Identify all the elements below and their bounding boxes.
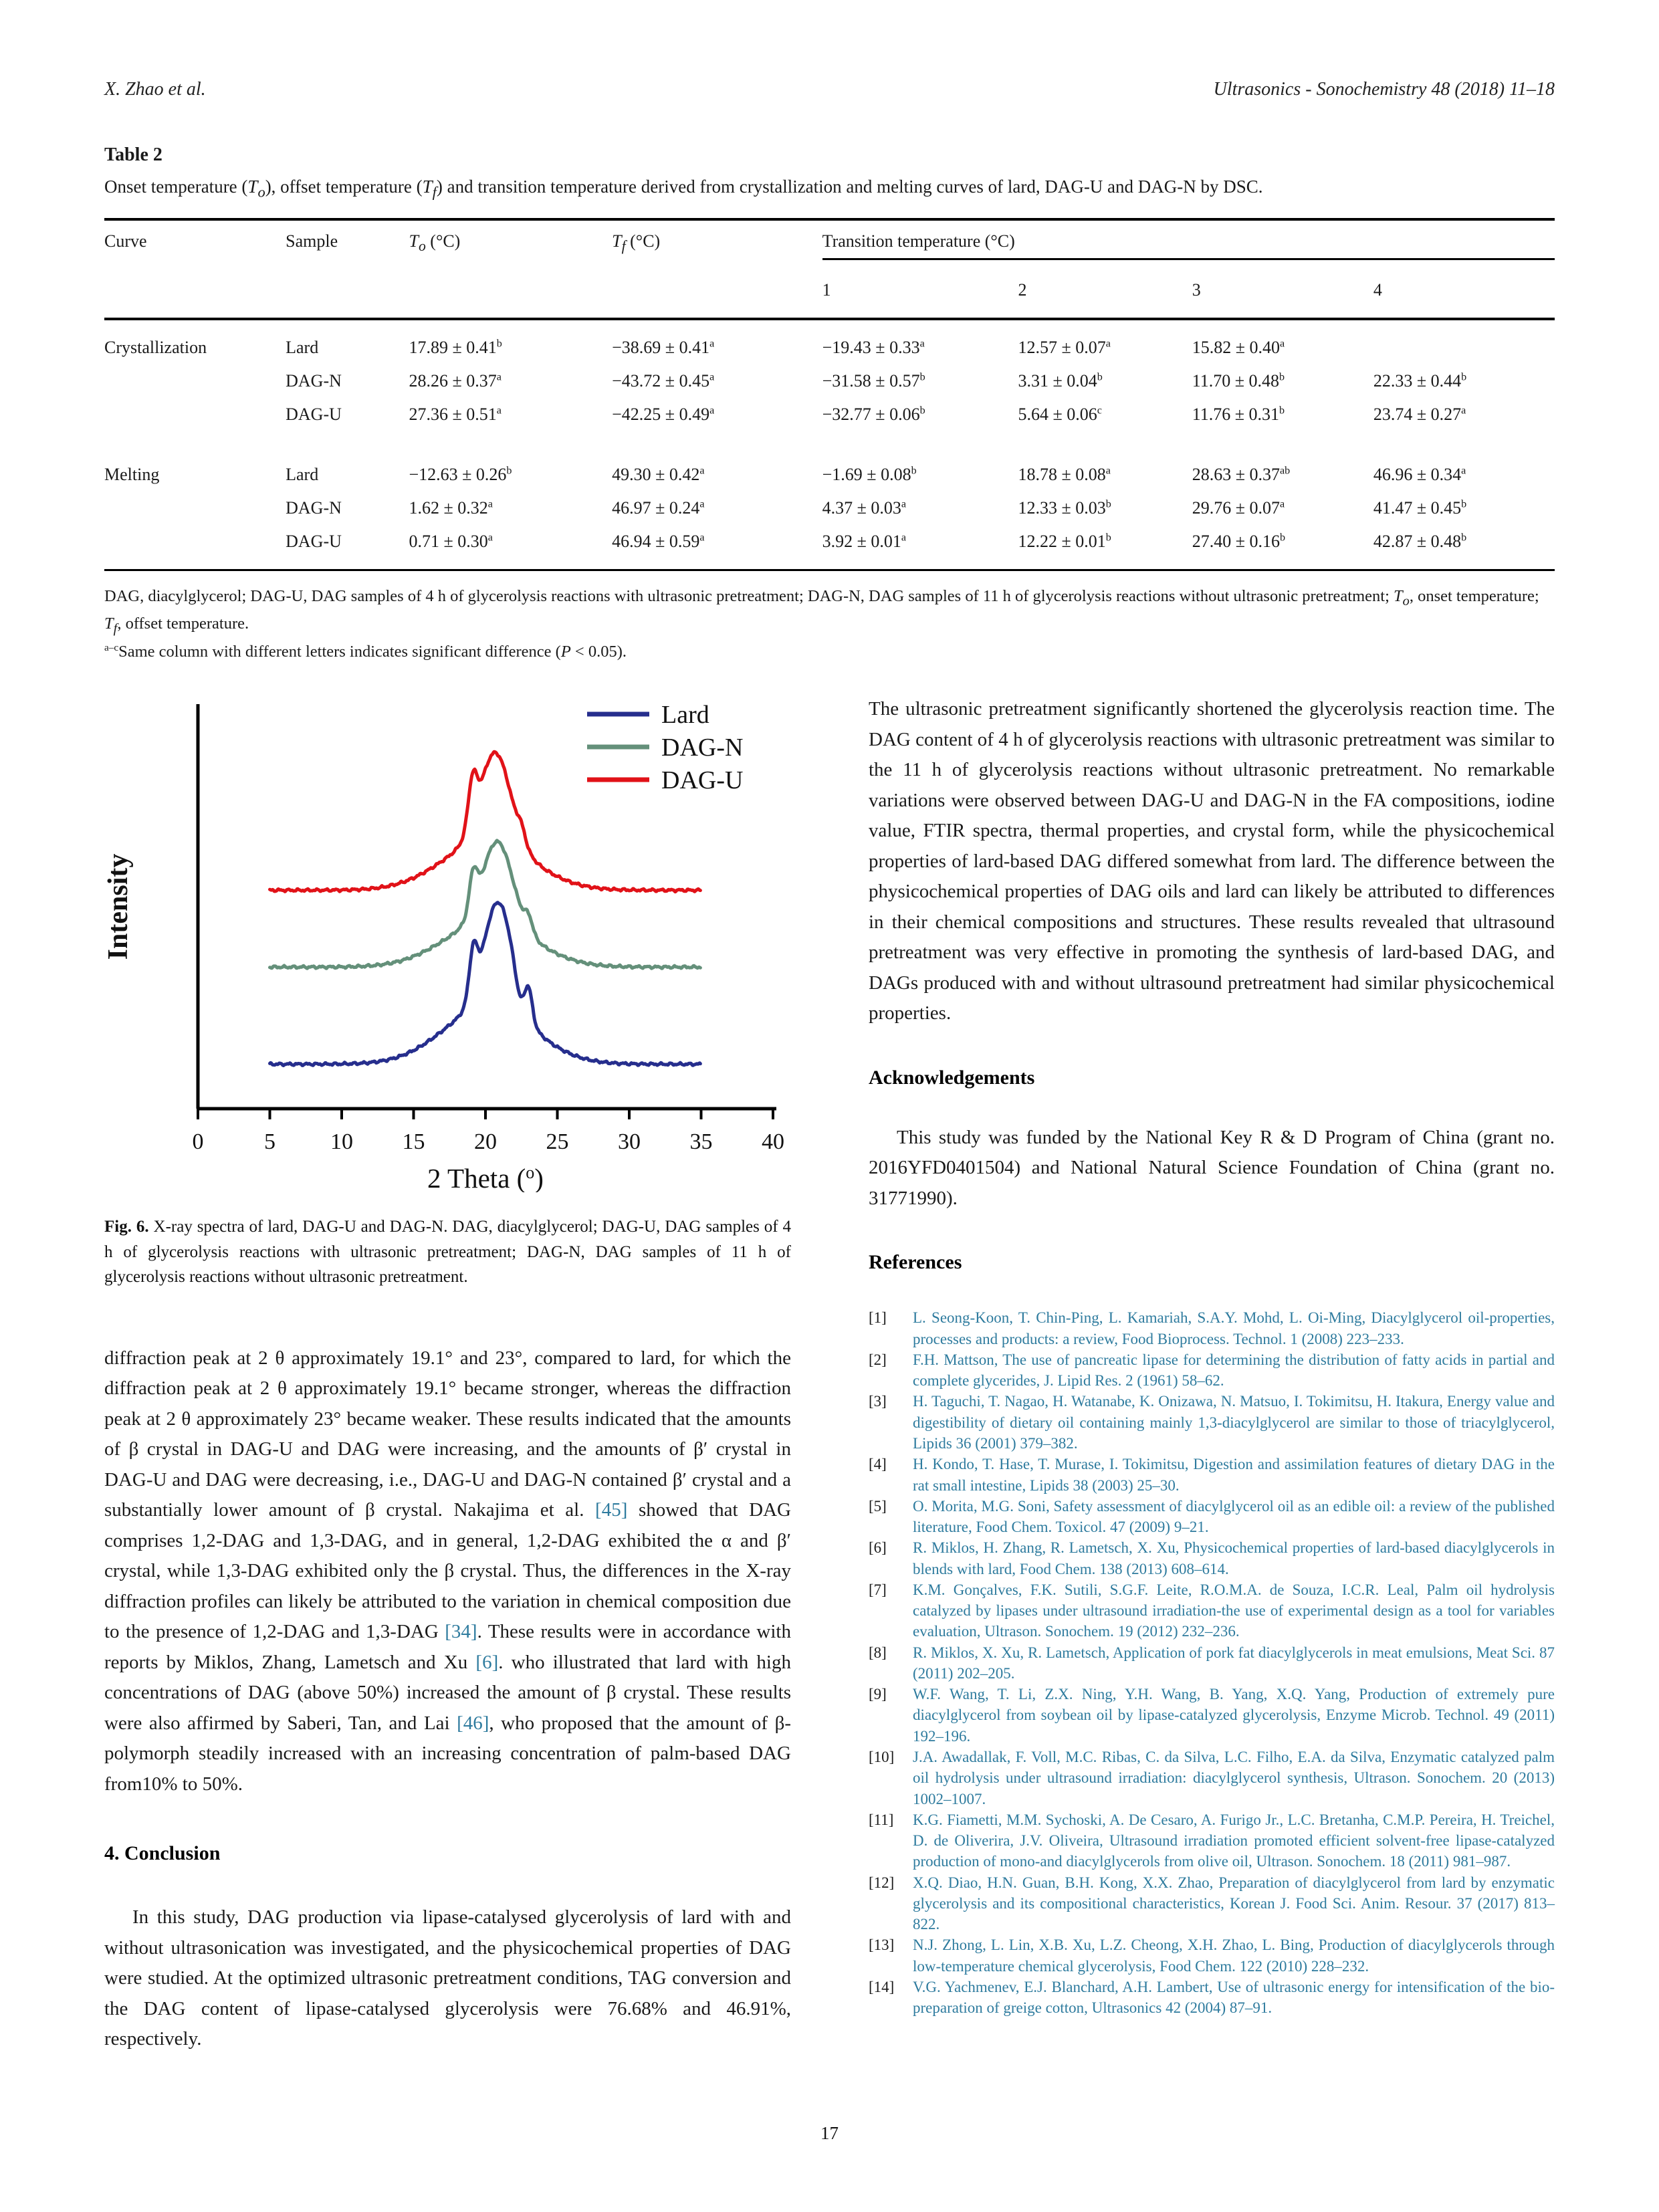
value-cell: 27.36 ± 0.51$^a$ bbox=[409, 405, 502, 425]
x-axis-label: 2 Theta ($^o$) bbox=[427, 1163, 544, 1193]
sample-cell: DAG-U bbox=[286, 532, 342, 552]
group-spacer bbox=[104, 431, 1555, 458]
value-cell: −43.72 ± 0.45$^a$ bbox=[612, 371, 715, 391]
value-cell: 0.71 ± 0.30$^a$ bbox=[409, 532, 493, 552]
legend-label-dag-n: DAG-N bbox=[661, 734, 744, 762]
value-cell: 41.47 ± 0.45$^b$ bbox=[1373, 498, 1467, 518]
table-row bbox=[104, 364, 1555, 398]
value-cell: 3.31 ± 0.04$^b$ bbox=[1018, 371, 1103, 391]
reference-item[interactable] bbox=[869, 1349, 1555, 1392]
acknowledgements-paragraph: This study was funded by the National Key R & D Program of China (grant no. 2016YFD0401504) and National Natural Science Foundation of China (grant no. 31771990). bbox=[869, 1126, 1555, 1209]
sample-cell: DAG-U bbox=[286, 405, 342, 425]
value-cell: 46.94 ± 0.59$^a$ bbox=[612, 532, 705, 552]
two-column-body bbox=[104, 694, 1555, 2055]
reference-text: N.J. Zhong, L. Lin, X.B. Xu, L.Z. Cheong, X.H. Zhao, L. Bing, Production of diacylglycerols through low-temperature chemical glycerolysis, Food Chem. 122 (2010) 228–232. bbox=[913, 1937, 1555, 1975]
reference-item[interactable] bbox=[869, 1684, 1555, 1747]
value-cell: 28.63 ± 0.37$^{ab}$ bbox=[1192, 465, 1291, 485]
conclusion-paragraph: In this study, DAG production via lipase-catalysed glycerolysis of lard with and without ultrasonication was investigated, and the physicochemical properties of DAG were studied. At the optimized ultrasonic pretreatment conditions, TAG conversion and the DAG content of lipase-catalysed glycerolysis were 76.68% and 46.91%, respectively. bbox=[104, 1906, 791, 2050]
reference-list bbox=[869, 1307, 1555, 2018]
reference-item[interactable] bbox=[869, 1977, 1555, 2019]
table-row bbox=[104, 458, 1555, 491]
x-tick-label: 25 bbox=[546, 1129, 569, 1155]
references-heading: References bbox=[869, 1251, 962, 1274]
section-heading-conclusion: 4. Conclusion bbox=[104, 1842, 221, 1865]
legend-label-dag-u: DAG-U bbox=[661, 766, 744, 795]
value-cell: −32.77 ± 0.06$^b$ bbox=[822, 405, 925, 425]
value-cell: −38.69 ± 0.41$^a$ bbox=[612, 338, 715, 358]
value-cell: 5.64 ± 0.06$^c$ bbox=[1018, 405, 1102, 425]
figure-caption: Fig. 6. X-ray spectra of lard, DAG-U and DAG-N. DAG, diacylglycerol; DAG-U, DAG samples of 4 h of glycerolysis reactions with ultrasonic pretreatment; DAG-N, DAG samples of 11 h of glycerolysis reactions without ultrasonic pretreatment. bbox=[104, 1218, 792, 1287]
x-tick-label: 10 bbox=[330, 1129, 353, 1155]
value-cell: 18.78 ± 0.08$^a$ bbox=[1018, 465, 1111, 485]
citation-6[interactable]: [6] bbox=[475, 1651, 499, 1673]
reference-number: [14] bbox=[869, 1978, 895, 1995]
reference-text: R. Miklos, H. Zhang, R. Lametsch, X. Xu, Physicochemical properties of lard-based diacylglycerols in blends with lard, Food Chem. 138 (2013) 608–614. bbox=[913, 1539, 1555, 1577]
reference-text: K.G. Fiametti, M.M. Sychoski, A. De Cesaro, A. Furigo Jr., L.C. Bretanha, C.M.P. Pereira, H. Treichel, D. de Oliverira, J.V. Oliveira, Ultrasound irradiation promoted efficient solvent-free lipase-catalyzed production of mono-and diacylglycerols from olive oil, Ultrason. Sonochem. 18 (2011) 981–987. bbox=[913, 1811, 1555, 1870]
table-row bbox=[104, 319, 1555, 364]
reference-number: [7] bbox=[869, 1581, 887, 1598]
table-head bbox=[104, 219, 1555, 319]
reference-number: [9] bbox=[869, 1686, 887, 1703]
value-cell: 28.26 ± 0.37$^a$ bbox=[409, 371, 502, 391]
value-cell: 42.87 ± 0.48$^b$ bbox=[1373, 532, 1467, 552]
curve-cell: Melting bbox=[104, 465, 160, 485]
reference-number: [11] bbox=[869, 1811, 894, 1828]
citation-34[interactable]: [34] bbox=[445, 1621, 477, 1643]
table-row bbox=[104, 525, 1555, 570]
citation-45[interactable]: [45] bbox=[595, 1499, 628, 1521]
reference-text: X.Q. Diao, H.N. Guan, B.H. Kong, X.X. Zhao, Preparation of diacylglycerol from lard by enzymatic glycerolysis and its compositional characteristics, Korean J. Food Sci. Anim. Resour. 37 (2017) 813–822. bbox=[913, 1874, 1555, 1933]
value-cell: 15.82 ± 0.40$^a$ bbox=[1192, 338, 1285, 358]
reference-number: [6] bbox=[869, 1539, 887, 1557]
reference-item[interactable] bbox=[869, 1537, 1555, 1579]
sample-cell: Lard bbox=[286, 465, 319, 485]
column-header: $T_o$ (°C) bbox=[409, 219, 612, 319]
x-tick-label: 30 bbox=[618, 1129, 641, 1155]
reference-text: O. Morita, M.G. Soni, Safety assessment of diacylglycerol oil as an edible oil: a review of the published literature, Food Chem. Toxicol. 47 (2009) 9–21. bbox=[913, 1497, 1555, 1536]
reference-text: H. Kondo, T. Hase, T. Murase, I. Tokimitsu, Digestion and assimilation features of dietary DAG in the rat small intestine, Lipids 38 (2003) 25–30. bbox=[913, 1456, 1555, 1494]
citation-46[interactable]: [46] bbox=[457, 1712, 489, 1734]
column-header: Curve bbox=[104, 219, 286, 319]
reference-text: W.F. Wang, T. Li, Z.X. Ning, Y.H. Wang, B. Yang, X.Q. Yang, Production of extremely pure diacylglycerol from soybean oil by lipase-catalyzed glycerolysis, Enzyme Microb. Technol. 49 (2011) 192–196. bbox=[913, 1686, 1555, 1745]
left-column bbox=[104, 694, 791, 2055]
reference-number: [12] bbox=[869, 1874, 895, 1891]
reference-text: H. Taguchi, T. Nagao, H. Watanabe, K. Onizawa, N. Matsuo, I. Tokimitsu, H. Itakura, Energy value and digestibility of dietary oil containing mainly 1,3-diacylglycerol are similar to those of triacylglycerol, Lipids 36 (2001) 379–382. bbox=[913, 1393, 1555, 1452]
reference-item[interactable] bbox=[869, 1496, 1555, 1538]
curve-cell bbox=[104, 398, 286, 431]
page-number: 17 bbox=[820, 2123, 839, 2143]
reference-number: [10] bbox=[869, 1748, 895, 1765]
value-cell: 17.89 ± 0.41$^b$ bbox=[409, 338, 502, 358]
value-cell: −42.25 ± 0.49$^a$ bbox=[612, 405, 715, 425]
column-header: Sample bbox=[286, 219, 409, 319]
value-cell: 27.40 ± 0.16$^b$ bbox=[1192, 532, 1286, 552]
value-cell: 11.76 ± 0.31$^b$ bbox=[1192, 405, 1285, 425]
sample-cell: DAG-N bbox=[286, 371, 342, 391]
curve-dag-n bbox=[270, 841, 701, 968]
value-cell: −19.43 ± 0.33$^a$ bbox=[822, 338, 925, 358]
reference-number: [3] bbox=[869, 1393, 887, 1410]
value-cell: 12.33 ± 0.03$^b$ bbox=[1018, 498, 1111, 518]
value-cell: 23.74 ± 0.27$^a$ bbox=[1373, 405, 1466, 425]
span-header-transition-temperature: Transition temperature (°C) bbox=[822, 219, 1555, 259]
value-cell: 29.76 ± 0.07$^a$ bbox=[1192, 498, 1285, 518]
reference-item[interactable] bbox=[869, 1809, 1555, 1872]
sub-column-header: 4 bbox=[1373, 259, 1555, 320]
table-row bbox=[104, 398, 1555, 431]
reference-number: [2] bbox=[869, 1351, 887, 1368]
xrd-chart bbox=[104, 694, 791, 1192]
value-cell bbox=[1373, 319, 1555, 364]
reference-text: R. Miklos, X. Xu, R. Lametsch, Application of pork fat diacylglycerols in meat emulsions, Meat Sci. 87 (2011) 202–205. bbox=[913, 1644, 1555, 1682]
sample-cell: Lard bbox=[286, 338, 319, 358]
value-cell: 46.96 ± 0.34$^a$ bbox=[1373, 465, 1466, 485]
table-label: Table 2 bbox=[104, 144, 162, 165]
reference-item[interactable] bbox=[869, 1307, 1555, 1349]
reference-text: V.G. Yachmenev, E.J. Blanchard, A.H. Lambert, Use of ultrasonic energy for intensification of the bio-preparation of greige cotton, Ultrasonics 42 (2004) 87–91. bbox=[913, 1978, 1555, 2017]
table-footnote: DAG, diacylglycerol; DAG-U, DAG samples of 4 h of glycerolysis reactions with ultrasonic pretreatment; DAG-N, DAG samples of 11 h of glycerolysis reactions without ultrasonic pretreatment; $T_o$, onset temperature; $T_f$, offset temperature. bbox=[104, 587, 1539, 636]
sub-column-header: 3 bbox=[1192, 259, 1373, 320]
reference-item[interactable] bbox=[869, 1391, 1555, 1454]
reference-item[interactable] bbox=[869, 1579, 1555, 1642]
reference-text: K.M. Gonçalves, F.K. Sutili, S.G.F. Leite, R.O.M.A. de Souza, I.C.R. Leal, Palm oil hydrolysis catalyzed by lipases under ultrasound irradiation-the use of experimental design as a tool for variables evaluation, Ultrason. Sonochem. 19 (2012) 232–236. bbox=[913, 1581, 1555, 1640]
running-journal: Ultrasonics - Sonochemistry 48 (2018) 11–18 bbox=[1213, 79, 1555, 100]
acknowledgements-heading: Acknowledgements bbox=[869, 1066, 1035, 1089]
reference-number: [1] bbox=[869, 1309, 887, 1327]
x-tick-label: 20 bbox=[474, 1129, 497, 1155]
value-cell: 12.22 ± 0.01$^b$ bbox=[1018, 532, 1111, 552]
y-axis-label: Intensity bbox=[104, 853, 134, 960]
curve-cell bbox=[104, 525, 286, 570]
column-header: $T_f$ (°C) bbox=[612, 219, 822, 319]
table-row bbox=[104, 491, 1555, 525]
reference-item[interactable] bbox=[869, 1747, 1555, 1809]
x-tick-label: 40 bbox=[762, 1129, 784, 1155]
legend-label-lard: Lard bbox=[661, 701, 709, 730]
curve-cell bbox=[104, 364, 286, 398]
reference-item[interactable] bbox=[869, 1872, 1555, 1935]
value-cell: 49.30 ± 0.42$^a$ bbox=[612, 465, 705, 485]
right-column bbox=[869, 694, 1555, 2055]
value-cell: 22.33 ± 0.44$^b$ bbox=[1373, 371, 1467, 391]
table-body bbox=[104, 319, 1555, 570]
reference-item[interactable] bbox=[869, 1642, 1555, 1684]
x-tick-label: 35 bbox=[689, 1129, 713, 1155]
page-header bbox=[104, 79, 1555, 100]
x-tick-label: 15 bbox=[402, 1129, 425, 1155]
value-cell: 4.37 ± 0.03$^a$ bbox=[822, 498, 907, 518]
sub-column-header: 1 bbox=[822, 259, 1018, 320]
value-cell: 1.62 ± 0.32$^a$ bbox=[409, 498, 493, 518]
figure-6 bbox=[104, 694, 791, 1290]
reference-item[interactable] bbox=[869, 1934, 1555, 1977]
body-paragraph-ultrasonic: The ultrasonic pretreatment significantly shortened the glycerolysis reaction time. The DAG content of 4 h of glycerolysis reactions with ultrasonic pretreatment was similar to the 11 h of glycerolysis reactions without ultrasonic pretreatment. No remarkable variations were observed between DAG-U and DAG-N in the FA compositions, iodine value, FTIR spectra, thermal properties, and crystal form, while the physicochemical properties of lard-based DAG differed somewhat from lard. The difference between the physicochemical properties of DAG oils and lard can likely be attributed to differences in their chemical compositions and structures. These results revealed that ultrasound pretreatment was very effective in promoting the synthesis of lard-based DAG, and DAGs produced with and without ultrasound pretreatment had similar physicochemical properties. bbox=[869, 698, 1555, 1024]
value-cell: −12.63 ± 0.26$^b$ bbox=[409, 465, 512, 485]
reference-text: L. Seong-Koon, T. Chin-Ping, L. Kamariah, S.A.Y. Mohd, L. Oi-Ming, Diacylglycerol oil-properties, processes and products: a review, Food Bioprocess. Technol. 1 (2008) 223–233. bbox=[913, 1309, 1555, 1347]
reference-number: [4] bbox=[869, 1456, 887, 1473]
dsc-table bbox=[104, 218, 1555, 571]
value-cell: −31.58 ± 0.57$^b$ bbox=[822, 371, 925, 391]
value-cell: 12.57 ± 0.07$^a$ bbox=[1018, 338, 1111, 358]
value-cell: 46.97 ± 0.24$^a$ bbox=[612, 498, 705, 518]
reference-text: F.H. Mattson, The use of pancreatic lipase for determining the distribution of fatty acids in partial and complete glycerides, J. Lipid Res. 2 (1961) 58–62. bbox=[913, 1351, 1555, 1390]
curve-lard bbox=[270, 903, 701, 1066]
sub-column-header: 2 bbox=[1018, 259, 1192, 320]
running-authors: X. Zhao et al. bbox=[104, 79, 206, 100]
value-cell: −1.69 ± 0.08$^b$ bbox=[822, 465, 917, 485]
table-footnote-significance: $^{a-c}$Same column with different letters indicates significant difference (P < 0.05). bbox=[104, 642, 627, 661]
body-paragraph-diffraction: diffraction peak at 2 θ approximately 19.1° and 23°, compared to lard, for which the diffraction peak at 2 θ approximately 19.1° became stronger, whereas the diffraction peak at 2 θ approximately 23° became weaker. These results indicated that the amounts of β crystal in DAG-U and DAG were increasing, and the amounts of β′ crystal in DAG-U and DAG were decreasing, i.e., DAG-U and DAG-N contained β′ crystal and a substantially lower amount of β crystal. Nakajima et al. [45] showed that DAG comprises 1,2-DAG and 1,3-DAG, and in general, 1,2-DAG exhibited the α and β′ crystal, while 1,3-DAG exhibited only the β crystal. Thus, the differences in the X-ray diffraction profiles can likely be attributed to the variation in chemical composition due to the presence of 1,2-DAG and 1,3-DAG [34]. These results were in accordance with reports by Miklos, Zhang, Lametsch and Xu [6]. who illustrated that lard with high concentrations of DAG (above 50%) increased the amount of β crystal. These results were also affirmed by Saberi, Tan, and Lai [46], who proposed that the amount of β-polymorph steadily increased with an increasing concentration of palm-based DAG from10% to 50%. bbox=[104, 1347, 791, 1795]
curve-cell bbox=[104, 491, 286, 525]
reference-number: [13] bbox=[869, 1937, 895, 1954]
x-tick-label: 5 bbox=[264, 1129, 275, 1155]
sample-cell: DAG-N bbox=[286, 498, 342, 518]
reference-number: [8] bbox=[869, 1644, 887, 1661]
reference-text: J.A. Awadallak, F. Voll, M.C. Ribas, C. da Silva, L.C. Filho, E.A. da Silva, Enzymatic catalyzed palm oil hydrolysis under ultrasound irradiation: diacylglycerol synthesis, Ultrason. Sonochem. 20 (2013) 1002–1007. bbox=[913, 1748, 1555, 1807]
curve-cell: Crystallization bbox=[104, 338, 207, 358]
x-tick-label: 0 bbox=[192, 1129, 204, 1155]
curve-dag-u bbox=[270, 752, 701, 891]
table-caption: Onset temperature $(T_o)$, offset temperature $(T_f)$ and transition temperature derived from crystallization and melting curves of lard, DAG-U and DAG-N by DSC. bbox=[104, 177, 1263, 201]
reference-number: [5] bbox=[869, 1497, 887, 1515]
reference-item[interactable] bbox=[869, 1454, 1555, 1496]
value-cell: 11.70 ± 0.48$^b$ bbox=[1192, 371, 1285, 391]
value-cell: 3.92 ± 0.01$^a$ bbox=[822, 532, 907, 552]
